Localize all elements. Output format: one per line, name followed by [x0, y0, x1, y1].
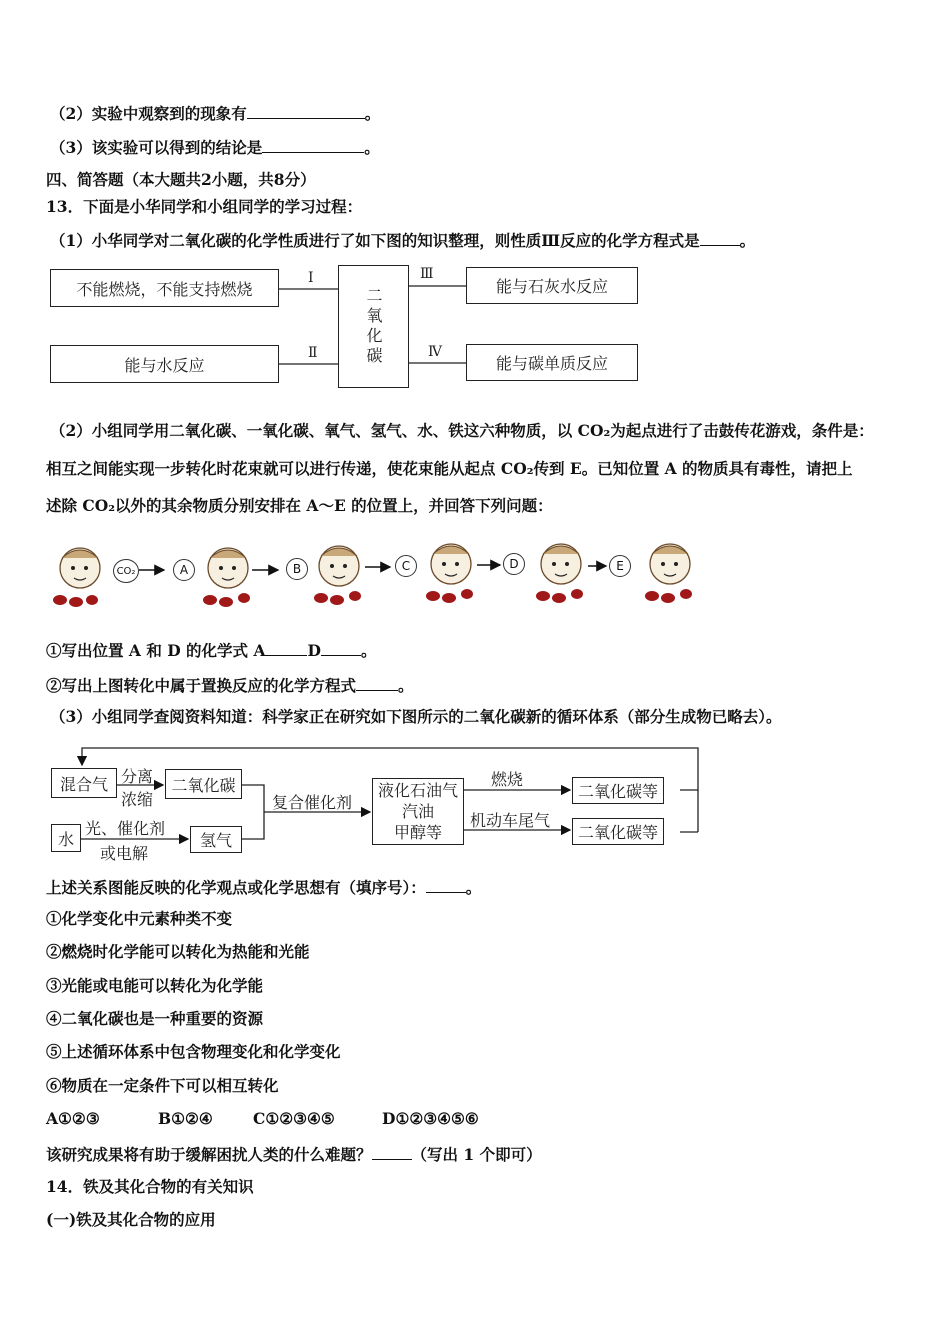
option-5: ⑤上述循环体系中包含物理变化和化学变化 — [46, 1042, 341, 1061]
q13-part2-line2: 相互之间能实现一步转化时花束就可以进行传递，使花束能从起点 CO₂传到 E。已知位置 A 的物质具有毒性，请把上 — [46, 459, 853, 478]
label-concentrate: 浓缩 — [121, 790, 154, 809]
option-6: ⑥物质在一定条件下可以相互转化 — [46, 1076, 279, 1095]
position-start-co2: CO₂ — [113, 559, 139, 583]
q12-part3-end: 。 — [364, 138, 380, 157]
option-3: ③光能或电能可以转化为化学能 — [46, 976, 264, 995]
q13-sub2-text: ②写出上图转化中属于置换反应的化学方程式 — [46, 676, 357, 695]
position-d: D — [503, 553, 525, 575]
option-4: ④二氧化碳也是一种重要的资源 — [46, 1009, 264, 1028]
q13-reflect-text: 上述关系图能反映的化学观点或化学思想有（填序号）： — [46, 878, 426, 897]
position-c: C — [395, 555, 417, 577]
q13-help-end: （写出 1 个即可） — [411, 1145, 542, 1164]
option-2: ②燃烧时化学能可以转化为热能和光能 — [46, 942, 310, 961]
q14-subheading: (一)铁及其化合物的应用 — [46, 1210, 216, 1229]
label-composite-catalyst: 复合催化剂 — [272, 793, 353, 812]
fuel-methanol: 甲醇等 — [393, 823, 442, 842]
property-box-not-flammable: 不能燃烧，不能支持燃烧 — [50, 269, 279, 307]
label-burn: 燃烧 — [491, 770, 524, 789]
property-box-limewater: 能与石灰水反应 — [466, 267, 638, 304]
fuel-gasoline: 汽油 — [401, 802, 434, 821]
q13-sub1-text: ①写出位置 A 和 D 的化学式 A — [46, 641, 266, 660]
fuel-lpg: 液化石油气 — [377, 781, 458, 800]
q13-help-text: 该研究成果将有助于缓解困扰人类的什么难题？ — [46, 1145, 372, 1164]
q13-part1-text: （1）小华同学对二氧化碳的化学性质进行了如下图的知识整理，则性质Ⅲ反应的化学方程式是 — [50, 231, 700, 250]
node-water: 水 — [51, 824, 81, 852]
node-co2-output-1: 二氧化碳等 — [572, 777, 664, 804]
property-box-water: 能与水反应 — [50, 345, 279, 383]
q13-reflect-end: 。 — [465, 878, 482, 897]
label-exhaust: 机动车尾气 — [470, 811, 551, 830]
q14-title: 14．铁及其化合物的有关知识 — [46, 1177, 254, 1196]
roman-label-4: Ⅳ — [428, 344, 442, 360]
choice-a[interactable]: A①②③ — [46, 1109, 100, 1128]
answer-blank[interactable] — [372, 1143, 412, 1160]
label-electrolysis: 或电解 — [100, 844, 149, 863]
q13-part3: （3）小组同学查阅资料知道：科学家正在研究如下图所示的二氧化碳新的循环体系（部分生成物已略去）。 — [50, 707, 782, 726]
q13-part2-line3: 述除 CO₂以外的其余物质分别安排在 A～E 的位置上，并回答下列问题： — [46, 496, 553, 515]
q12-part2-end: 。 — [364, 104, 381, 123]
q13-reflect — [46, 876, 481, 898]
center-box-co2: 二氧化碳 — [338, 265, 409, 388]
position-b: B — [286, 558, 308, 580]
q12-part3-text: （3）该实验可以得到的结论是 — [50, 138, 263, 157]
roman-label-2: Ⅱ — [308, 345, 318, 361]
q13-intro: 13．下面是小华同学和小组同学的学习过程： — [46, 197, 363, 216]
choice-b[interactable]: B①②④ — [158, 1109, 213, 1128]
position-e: E — [609, 555, 631, 577]
choice-d[interactable]: D①②③④⑤⑥ — [382, 1109, 479, 1128]
option-1: ①化学变化中元素种类不变 — [46, 909, 233, 928]
node-mixed-gas: 混合气 — [51, 768, 117, 798]
node-co2: 二氧化碳 — [165, 769, 242, 799]
position-a: A — [173, 559, 195, 581]
q12-part2-text: （2）实验中观察到的现象有 — [50, 104, 247, 123]
q13-part1-end: 。 — [739, 231, 756, 250]
q13-sub1-d: D — [307, 641, 321, 660]
property-box-carbon: 能与碳单质反应 — [466, 344, 638, 381]
roman-label-1: Ⅰ — [308, 270, 314, 286]
q13-part2-line1: （2）小组同学用二氧化碳、一氧化碳、氧气、氢气、水、铁这六种物质，以 CO₂为起点进行了击鼓传花游戏，条件是： — [50, 421, 874, 440]
node-hydrogen: 氢气 — [190, 826, 242, 853]
label-separate: 分离 — [121, 767, 154, 786]
node-co2-output-2: 二氧化碳等 — [572, 818, 664, 845]
choice-c[interactable]: C①②③④⑤ — [253, 1109, 335, 1128]
section-heading: 四、简答题（本大题共2小题，共8分） — [46, 170, 316, 189]
q13-sub1-end: 。 — [360, 641, 377, 660]
q13-help — [46, 1143, 542, 1165]
q13-sub2-end: 。 — [398, 676, 414, 695]
roman-label-3: Ⅲ — [420, 266, 434, 282]
label-light-catalyst: 光、催化剂 — [85, 819, 166, 838]
answer-blank[interactable] — [426, 876, 466, 893]
node-fuels — [372, 778, 464, 845]
